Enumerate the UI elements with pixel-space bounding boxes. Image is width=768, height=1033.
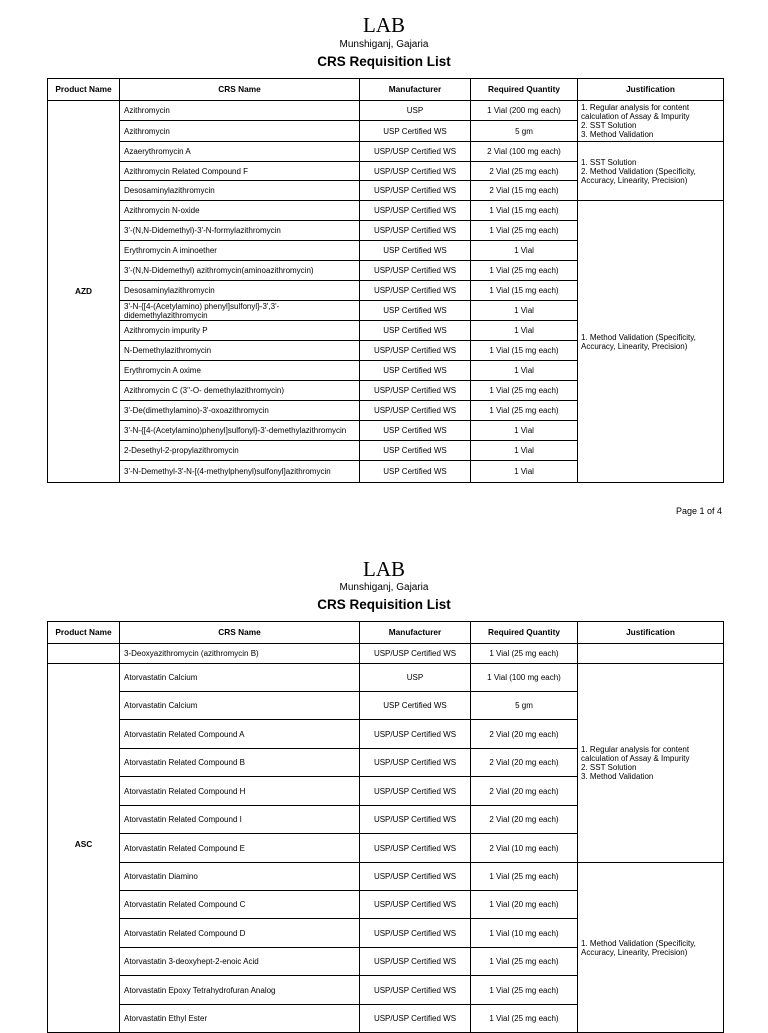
quantity-cell: 1 Vial: [471, 301, 578, 321]
crs-name-cell: Azithromycin Related Compound F: [120, 162, 360, 181]
quantity-cell: 1 Vial (25 mg each): [471, 863, 578, 891]
product-name-cell: AZD: [48, 101, 120, 483]
lab-location: Munshiganj, Gajaria: [339, 39, 429, 50]
quantity-cell: 5 gm: [471, 692, 578, 720]
crs-name-cell: 3'-(N,N-Didemethyl)-3'-N-formylazithromycin: [120, 221, 360, 241]
table-row: [48, 863, 724, 891]
quantity-cell: 2 Vial (100 mg each): [471, 142, 578, 162]
justification-cell: [578, 101, 724, 142]
quantity-cell: 5 gm: [471, 121, 578, 142]
justification-line: 1. Method Validation (Specificity, Accuracy, Linearity, Precision): [581, 332, 696, 351]
quantity-cell: 1 Vial: [471, 461, 578, 483]
manufacturer-cell: USP Certified WS: [360, 692, 471, 720]
crs-name-cell: Azithromycin: [120, 121, 360, 142]
column-header: Manufacturer: [360, 622, 471, 644]
quantity-cell: 1 Vial (25 mg each): [471, 948, 578, 976]
manufacturer-cell: USP: [360, 101, 471, 121]
table-header-row: [48, 622, 724, 644]
crs-name-cell: N-Demethylazithromycin: [120, 341, 360, 361]
crs-name-cell: 2-Desethyl-2-propylazithromycin: [120, 441, 360, 461]
quantity-cell: 1 Vial (20 mg each): [471, 891, 578, 919]
quantity-cell: 1 Vial (25 mg each): [471, 644, 578, 664]
crs-name-cell: Atorvastatin Epoxy Tetrahydrofuran Analog: [120, 976, 360, 1005]
manufacturer-cell: USP/USP Certified WS: [360, 749, 471, 777]
quantity-cell: 1 Vial (15 mg each): [471, 281, 578, 301]
crs-name-cell: Atorvastatin Related Compound I: [120, 806, 360, 834]
crs-name-cell: Atorvastatin Related Compound A: [120, 720, 360, 749]
table-header-row: [48, 79, 724, 101]
manufacturer-cell: USP/USP Certified WS: [360, 221, 471, 241]
manufacturer-cell: USP/USP Certified WS: [360, 919, 471, 948]
manufacturer-cell: USP/USP Certified WS: [360, 806, 471, 834]
manufacturer-cell: USP/USP Certified WS: [360, 201, 471, 221]
column-header: CRS Name: [120, 622, 360, 644]
justification-line: 2. SST Solution: [581, 763, 637, 772]
quantity-cell: 1 Vial (25 mg each): [471, 261, 578, 281]
crs-name-cell: Atorvastatin Related Compound B: [120, 749, 360, 777]
manufacturer-cell: USP Certified WS: [360, 421, 471, 441]
justification-line: 1. Method Validation (Specificity, Accuracy, Linearity, Precision): [581, 938, 696, 957]
crs-table-page-2: [47, 621, 724, 1033]
crs-name-cell: Atorvastatin Related Compound D: [120, 919, 360, 948]
page-number: Page 1 of 4: [675, 506, 722, 516]
justification-line: 2. SST Solution: [581, 121, 637, 130]
crs-name-cell: Azithromycin: [120, 101, 360, 121]
page-title: CRS Requisition List: [317, 597, 451, 612]
crs-name-cell: Atorvastatin Related Compound C: [120, 891, 360, 919]
crs-name-cell: Atorvastatin 3-deoxyhept-2-enoic Acid: [120, 948, 360, 976]
manufacturer-cell: USP/USP Certified WS: [360, 281, 471, 301]
manufacturer-cell: USP/USP Certified WS: [360, 381, 471, 401]
quantity-cell: 1 Vial: [471, 241, 578, 261]
crs-name-cell: Desosaminylazithromycin: [120, 281, 360, 301]
column-header: Product Name: [48, 622, 120, 644]
table-row: [48, 644, 724, 664]
manufacturer-cell: USP/USP Certified WS: [360, 891, 471, 919]
manufacturer-cell: USP/USP Certified WS: [360, 834, 471, 863]
justification-line: 2. Method Validation (Specificity, Accuracy, Linearity, Precision): [581, 166, 696, 185]
crs-name-cell: Atorvastatin Ethyl Ester: [120, 1005, 360, 1033]
quantity-cell: 1 Vial (15 mg each): [471, 201, 578, 221]
quantity-cell: 1 Vial: [471, 441, 578, 461]
table-row: [48, 664, 724, 692]
quantity-cell: 1 Vial (25 mg each): [471, 1005, 578, 1033]
crs-name-cell: 3-Deoxyazithromycin (azithromycin B): [120, 644, 360, 664]
crs-name-cell: 3'-N-Demethyl-3'-N-[(4-methylphenyl)sulfonyl]azithromycin: [120, 461, 360, 483]
manufacturer-cell: USP/USP Certified WS: [360, 976, 471, 1005]
crs-name-cell: 3'-De(dimethylamino)-3'-oxoazithromycin: [120, 401, 360, 421]
manufacturer-cell: USP Certified WS: [360, 301, 471, 321]
justification-line: 3. Method Validation: [581, 772, 654, 781]
manufacturer-cell: USP Certified WS: [360, 361, 471, 381]
crs-name-cell: Atorvastatin Related Compound E: [120, 834, 360, 863]
quantity-cell: 1 Vial (10 mg each): [471, 919, 578, 948]
justification-line: 1. Regular analysis for content calculation of Assay & Impurity: [581, 103, 690, 121]
column-header: Manufacturer: [360, 79, 471, 101]
table-row: [48, 101, 724, 121]
lab-location: Munshiganj, Gajaria: [339, 582, 429, 593]
manufacturer-cell: USP/USP Certified WS: [360, 181, 471, 201]
crs-table-page-1: [47, 78, 724, 483]
crs-name-cell: Atorvastatin Related Compound H: [120, 777, 360, 806]
quantity-cell: 1 Vial (200 mg each): [471, 101, 578, 121]
column-header: Product Name: [48, 79, 120, 101]
justification-cell: [578, 201, 724, 483]
crs-name-cell: Erythromycin A iminoether: [120, 241, 360, 261]
product-name-cell: [48, 644, 120, 664]
quantity-cell: 2 Vial (20 mg each): [471, 777, 578, 806]
justification-cell: [578, 644, 724, 664]
manufacturer-cell: USP/USP Certified WS: [360, 777, 471, 806]
quantity-cell: 1 Vial (100 mg each): [471, 664, 578, 692]
table-row: [48, 142, 724, 162]
manufacturer-cell: USP Certified WS: [360, 461, 471, 483]
product-name-cell: ASC: [48, 664, 120, 1033]
quantity-cell: 1 Vial (25 mg each): [471, 401, 578, 421]
crs-name-cell: Atorvastatin Calcium: [120, 692, 360, 720]
manufacturer-cell: USP: [360, 664, 471, 692]
justification-cell: [578, 664, 724, 863]
manufacturer-cell: USP/USP Certified WS: [360, 341, 471, 361]
justification-line: 1. SST Solution: [581, 157, 637, 167]
quantity-cell: 2 Vial (20 mg each): [471, 806, 578, 834]
page-title: CRS Requisition List: [317, 54, 451, 69]
quantity-cell: 1 Vial (15 mg each): [471, 341, 578, 361]
lab-name: LAB: [363, 13, 405, 37]
quantity-cell: 1 Vial: [471, 361, 578, 381]
quantity-cell: 1 Vial (25 mg each): [471, 381, 578, 401]
manufacturer-cell: USP Certified WS: [360, 121, 471, 142]
column-header: CRS Name: [120, 79, 360, 101]
crs-name-cell: 3'-(N,N-Didemethyl) azithromycin(aminoazithromycin): [120, 261, 360, 281]
justification-line: 3. Method Validation: [581, 130, 654, 139]
justification-line: 1. Regular analysis for content calculation of Assay & Impurity: [581, 745, 690, 763]
column-header: Justification: [578, 622, 724, 644]
crs-name-cell: Azithromycin N-oxide: [120, 201, 360, 221]
manufacturer-cell: USP/USP Certified WS: [360, 644, 471, 664]
manufacturer-cell: USP Certified WS: [360, 241, 471, 261]
quantity-cell: 1 Vial (25 mg each): [471, 221, 578, 241]
manufacturer-cell: USP/USP Certified WS: [360, 401, 471, 421]
justification-cell: [578, 863, 724, 1033]
crs-name-cell: Atorvastatin Diamino: [120, 863, 360, 891]
crs-name-cell: Atorvastatin Calcium: [120, 664, 360, 692]
justification-cell: [578, 142, 724, 201]
manufacturer-cell: USP/USP Certified WS: [360, 1005, 471, 1033]
crs-name-cell: Desosaminylazithromycin: [120, 181, 360, 201]
column-header: Required Quantity: [471, 622, 578, 644]
crs-name-cell: 3'-N-{[4-(Acetylamino)phenyl]sulfonyl}-3'-demethylazithromycin: [120, 421, 360, 441]
table-row: [48, 201, 724, 221]
quantity-cell: 2 Vial (20 mg each): [471, 749, 578, 777]
manufacturer-cell: USP/USP Certified WS: [360, 948, 471, 976]
quantity-cell: 2 Vial (10 mg each): [471, 834, 578, 863]
crs-name-cell: 3'-N-{[4-(Acetylamino) phenyl]sulfonyl}-3',3'-didemethylazithromycin: [120, 301, 360, 321]
crs-name-cell: Azaerythromycin A: [120, 142, 360, 162]
quantity-cell: 2 Vial (25 mg each): [471, 162, 578, 181]
lab-name: LAB: [363, 557, 405, 581]
manufacturer-cell: USP Certified WS: [360, 321, 471, 341]
manufacturer-cell: USP Certified WS: [360, 441, 471, 461]
crs-name-cell: Azithromycin impurity P: [120, 321, 360, 341]
quantity-cell: 1 Vial: [471, 321, 578, 341]
crs-name-cell: Azithromycin C (3''-O- demethylazithromycin): [120, 381, 360, 401]
manufacturer-cell: USP/USP Certified WS: [360, 162, 471, 181]
column-header: Required Quantity: [471, 79, 578, 101]
manufacturer-cell: USP/USP Certified WS: [360, 720, 471, 749]
quantity-cell: 2 Vial (20 mg each): [471, 720, 578, 749]
quantity-cell: 1 Vial (25 mg each): [471, 976, 578, 1005]
manufacturer-cell: USP/USP Certified WS: [360, 863, 471, 891]
column-header: Justification: [578, 79, 724, 101]
manufacturer-cell: USP/USP Certified WS: [360, 142, 471, 162]
manufacturer-cell: USP/USP Certified WS: [360, 261, 471, 281]
quantity-cell: 1 Vial: [471, 421, 578, 441]
crs-name-cell: Erythromycin A oxime: [120, 361, 360, 381]
quantity-cell: 2 Vial (15 mg each): [471, 181, 578, 201]
